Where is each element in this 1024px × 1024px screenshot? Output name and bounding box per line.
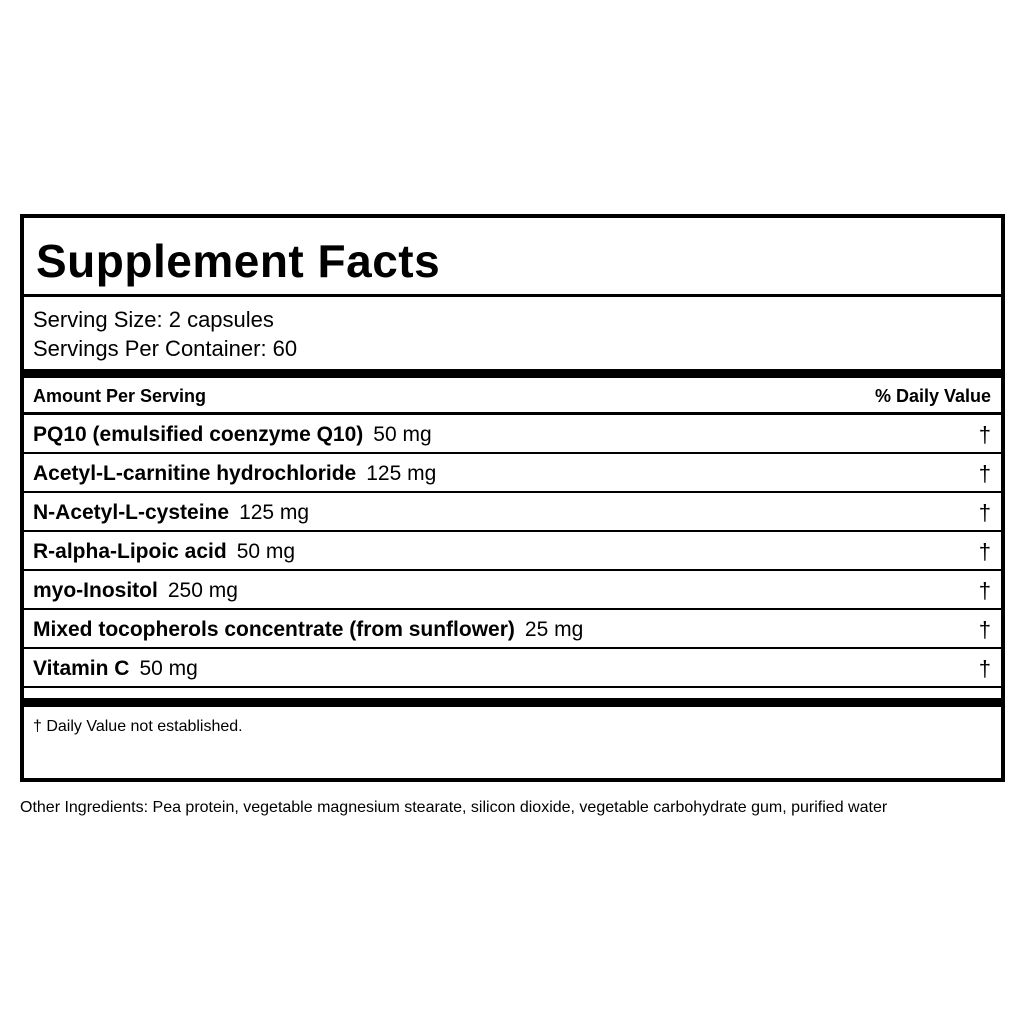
ingredient-dv: † <box>978 539 991 564</box>
ingredient-dv: † <box>978 422 991 447</box>
ingredient-dv: † <box>978 617 991 642</box>
ingredient-name: R-alpha-Lipoic acid <box>33 540 227 563</box>
ingredient-label <box>33 460 436 487</box>
ingredient-label <box>33 616 583 643</box>
ingredient-amount: 125 mg <box>366 462 437 485</box>
daily-value-footnote: † Daily Value not established. <box>33 718 243 735</box>
ingredient-dv: † <box>978 461 991 486</box>
ingredient-label <box>33 655 198 682</box>
ingredient-amount: 50 mg <box>236 540 296 563</box>
ingredient-name: N-Acetyl-L-cysteine <box>33 501 230 524</box>
ingredient-row <box>24 571 1001 610</box>
ingredient-row <box>24 454 1001 493</box>
title-divider <box>24 294 1001 297</box>
thick-divider-bottom <box>24 698 1001 707</box>
ingredient-row <box>24 415 1001 454</box>
servings-per-container: Servings Per Container: 60 <box>33 336 298 361</box>
panel-title: Supplement Facts <box>36 235 441 287</box>
ingredient-amount: 50 mg <box>373 423 432 446</box>
ingredient-name: Acetyl-L-carnitine hydrochloride <box>33 462 357 485</box>
ingredient-label <box>33 577 238 604</box>
ingredient-dv: † <box>978 500 991 525</box>
ingredient-name: PQ10 (emulsified coenzyme Q10) <box>33 423 364 446</box>
ingredient-row <box>24 610 1001 649</box>
supplement-facts-panel <box>20 214 1005 782</box>
ingredient-amount: 50 mg <box>139 657 198 680</box>
ingredient-amount: 125 mg <box>239 501 310 524</box>
daily-value-header: % Daily Value <box>874 386 991 406</box>
ingredient-row <box>24 649 1001 688</box>
ingredient-amount: 250 mg <box>167 579 238 602</box>
ingredient-amount: 25 mg <box>524 618 584 641</box>
ingredient-dv: † <box>978 578 991 603</box>
ingredient-label <box>33 538 295 565</box>
serving-size: Serving Size: 2 capsules <box>33 307 274 332</box>
ingredient-label <box>33 499 309 526</box>
other-ingredients: Other Ingredients: Pea protein, vegetable magnesium stearate, silicon dioxide, vegetable carbohydrate gum, purified water <box>20 799 888 816</box>
ingredient-name: Mixed tocopherols concentrate (from sunflower) <box>33 618 515 641</box>
ingredient-dv: † <box>978 656 991 681</box>
ingredient-row <box>24 493 1001 532</box>
ingredient-row <box>24 532 1001 571</box>
ingredient-name: myo-Inositol <box>33 579 158 602</box>
amount-per-serving-header: Amount Per Serving <box>33 386 207 406</box>
ingredient-name: Vitamin C <box>33 657 130 680</box>
ingredient-label <box>33 421 432 448</box>
thick-divider-top <box>24 369 1001 378</box>
row-divider <box>24 686 1001 688</box>
